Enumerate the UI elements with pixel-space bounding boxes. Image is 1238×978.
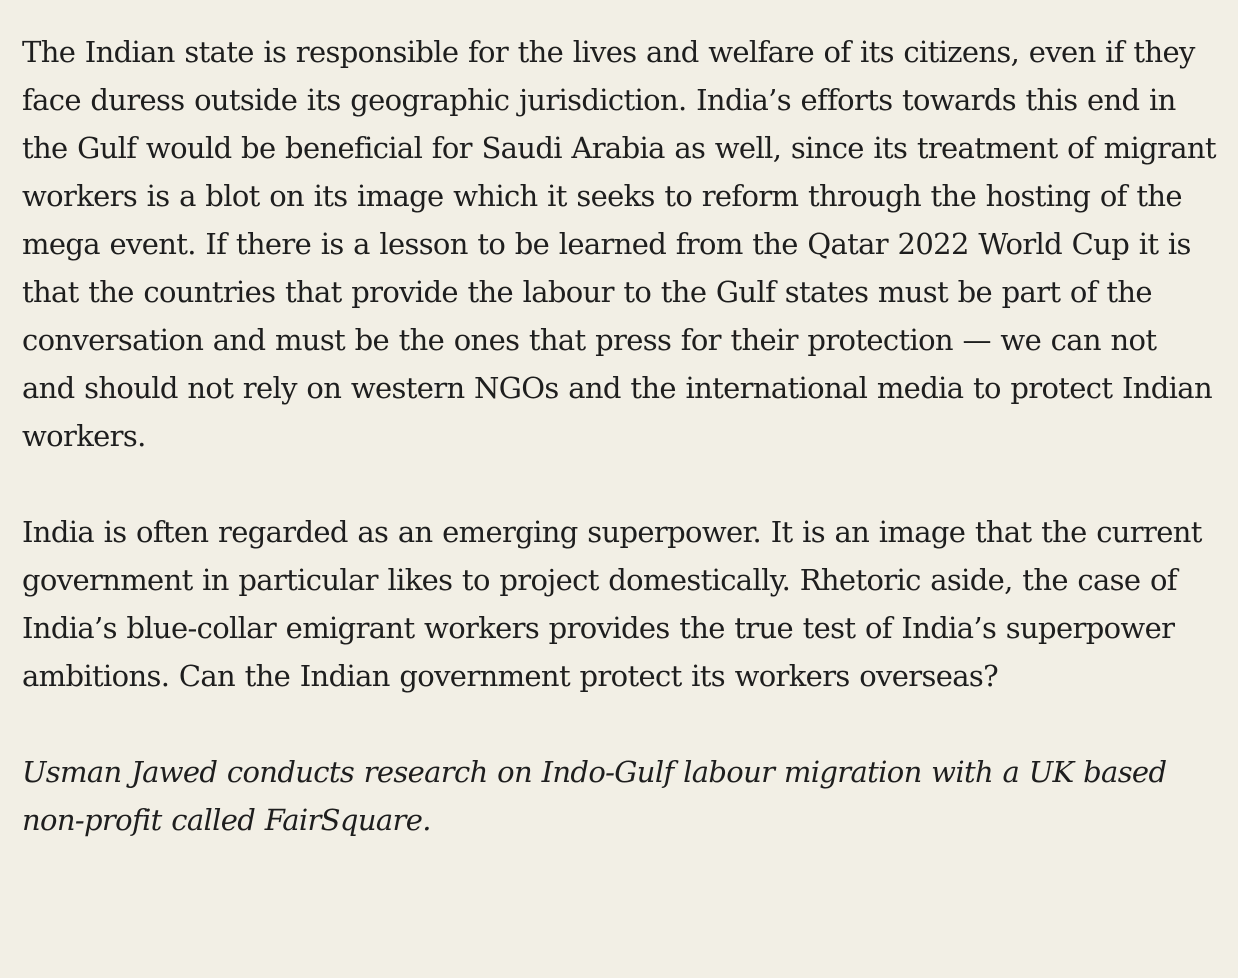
paragraph-indian-state-responsibility: The Indian state is responsible for the lives and welfare of its citizens, even if they face duress outside its geographic jurisdiction. India’s efforts towards this end in the Gulf would be beneficial for Saudi Arabia as well, since its treatment of migrant workers is a blot on its image which it seeks to reform through the hosting of the mega event. If there is a lesson to be learned from the Qatar 2022 World Cup it is that the countries that provide the labour to the Gulf states must be part of the conversation and must be the ones that press for their protection — we can not and should not rely on western NGOs and the international media to protect Indian workers. xyxy=(22,35,1216,453)
article-body xyxy=(22,28,1218,844)
paragraph-emerging-superpower: India is often regarded as an emerging superpower. It is an image that the current government in particular likes to project domestically. Rhetoric aside, the case of India’s blue-collar emigrant workers provides the true test of India’s superpower ambitions. Can the Indian government protect its workers overseas? xyxy=(22,515,1202,693)
author-bio: Usman Jawed conducts research on Indo-Gulf labour migration with a UK based non-profit called FairSquare. xyxy=(22,755,1167,837)
